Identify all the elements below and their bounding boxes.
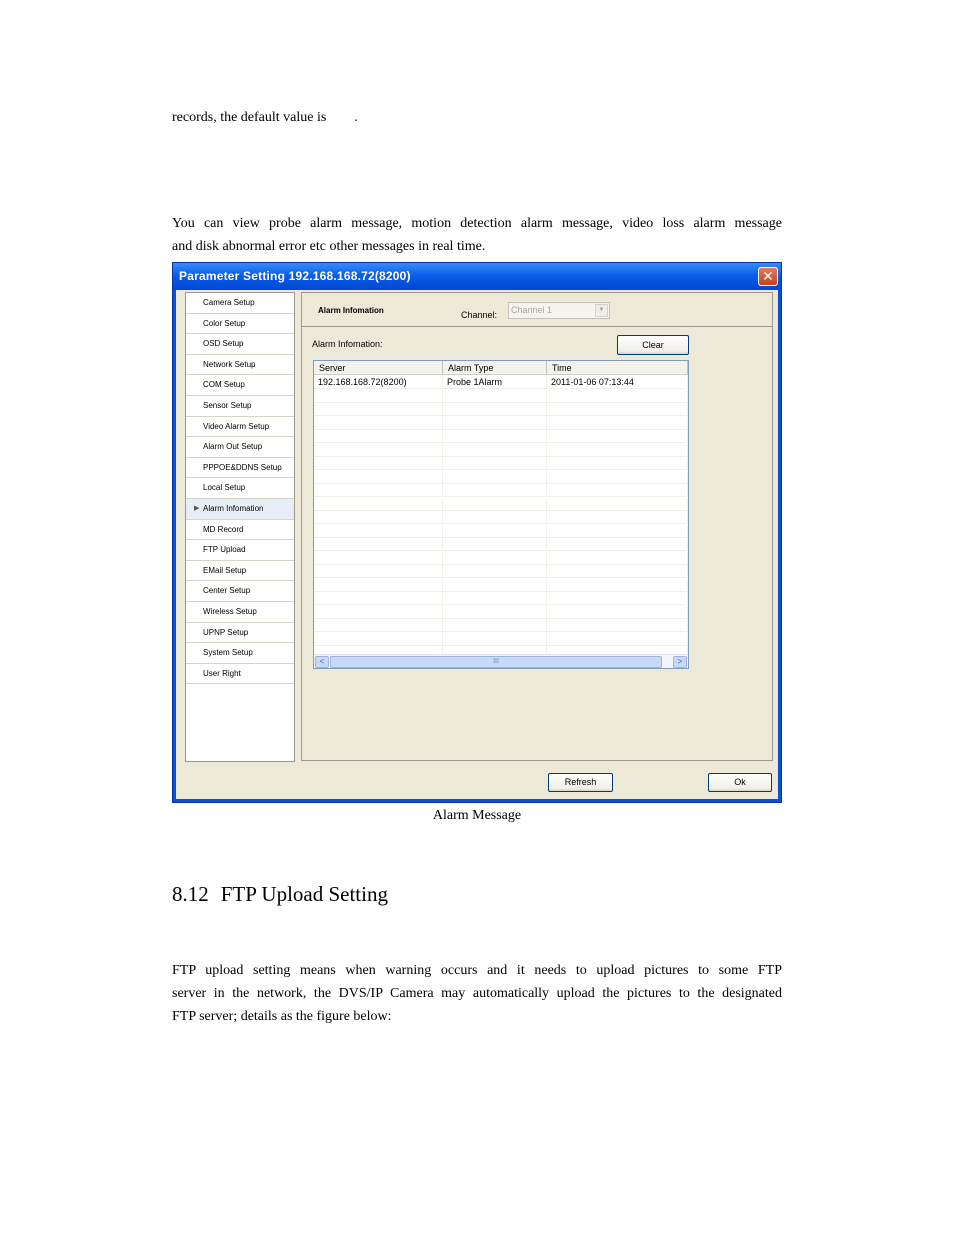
table-row[interactable] [314,484,688,497]
nav-item-label: MD Record [203,524,244,534]
ok-button[interactable]: Ok [708,773,772,792]
table-cell [443,592,547,605]
table-cell [314,565,443,578]
table-cell [314,430,443,443]
nav-item-label: PPPOE&DDNS Setup [203,462,282,472]
nav-item[interactable] [186,417,294,438]
table-row[interactable] [314,430,688,443]
table-cell [547,633,688,646]
table-row[interactable] [314,511,688,524]
table-cell [314,511,443,524]
table-row[interactable] [314,390,688,403]
nav-item-label: System Setup [203,648,253,658]
nav-item-label: Camera Setup [203,298,255,307]
parameter-setting-dialog [172,262,782,803]
table-cell [443,498,547,511]
alarm-list-header [314,361,688,375]
nav-item-label: Network Setup [203,359,256,369]
paragraph-line: server in the network, the DVS/IP Camera may automatically upload the pictures to the designated [172,986,782,1001]
table-cell [547,403,688,416]
table-row[interactable] [314,403,688,416]
table-row[interactable] [314,579,688,592]
nav-item-label: OSD Setup [203,339,244,349]
table-row[interactable] [314,525,688,538]
table-cell [443,619,547,632]
section-heading-text: FTP Upload Setting [220,882,388,906]
nav-item[interactable] [186,334,294,355]
scroll-right-icon[interactable]: > [673,656,687,668]
paragraph-line: FTP upload setting means when warning occurs and it needs to upload pictures to some FTP [172,963,782,978]
table-cell [443,552,547,565]
nav-item[interactable] [186,396,294,417]
paragraph-records [172,106,782,129]
nav-item-label: Alarm Infomation [203,503,264,513]
table-cell [547,444,688,457]
nav-item[interactable] [186,375,294,396]
table-cell [314,457,443,470]
section-heading [172,882,388,907]
alarm-list[interactable] [313,360,689,669]
channel-select[interactable] [508,302,610,319]
nav-item[interactable] [186,314,294,335]
table-row[interactable] [314,457,688,470]
table-cell [314,579,443,592]
table-row[interactable] [314,565,688,578]
table-cell [314,592,443,605]
horizontal-scrollbar[interactable] [314,654,688,668]
table-cell [547,619,688,632]
table-cell [314,538,443,551]
nav-item-label: FTP Upload [203,545,246,555]
table-row[interactable] [314,538,688,551]
table-cell [443,457,547,470]
nav-item[interactable] [186,581,294,602]
table-cell [314,390,443,403]
table-row[interactable] [314,376,688,389]
nav-item[interactable] [186,499,294,520]
table-cell [443,606,547,619]
scroll-left-icon[interactable]: < [315,656,329,668]
nav-item-label: Center Setup [203,586,251,596]
nav-item[interactable] [186,437,294,458]
column-header-time[interactable]: Time [547,361,688,375]
clear-button[interactable]: Clear [617,335,689,355]
nav-item[interactable] [186,293,294,314]
section-number: 8.12 [172,882,209,906]
table-cell [443,471,547,484]
close-icon[interactable]: ✕ [758,267,778,286]
nav-item-label: Wireless Setup [203,606,257,616]
table-row[interactable] [314,633,688,646]
table-cell [443,390,547,403]
nav-item[interactable] [186,540,294,561]
table-cell [547,565,688,578]
table-cell [314,484,443,497]
nav-item-label: Alarm Out Setup [203,442,263,452]
table-cell [547,484,688,497]
table-cell [547,552,688,565]
table-cell [443,538,547,551]
table-cell [443,511,547,524]
table-cell [443,403,547,416]
nav-item[interactable] [186,478,294,499]
table-cell [443,525,547,538]
nav-item[interactable] [186,520,294,541]
table-cell [443,565,547,578]
dialog-titlebar [173,263,781,290]
table-cell [547,538,688,551]
table-cell [547,457,688,470]
table-cell [547,511,688,524]
table-cell [547,471,688,484]
nav-item-label: Video Alarm Setup [203,421,270,431]
table-cell [547,430,688,443]
table-cell [547,579,688,592]
nav-item-label: User Right [203,668,241,678]
table-cell: Probe 1Alarm [443,376,547,389]
nav-item-label: COM Setup [203,380,245,390]
dialog-title: Parameter Setting 192.168.168.72(8200) [179,269,411,283]
nav-item-label: Sensor Setup [203,400,252,410]
table-cell [547,498,688,511]
table-cell: 192.168.168.72(8200) [314,376,443,389]
table-cell [314,525,443,538]
channel-label: Channel: [461,310,498,320]
settings-nav-list [185,292,295,762]
table-cell [314,471,443,484]
table-cell [547,525,688,538]
table-cell [547,417,688,430]
column-header-alarm-type[interactable]: Alarm Type [443,361,547,375]
table-row[interactable] [314,498,688,511]
table-cell [443,484,547,497]
table-row[interactable] [314,619,688,632]
nav-item[interactable] [186,643,294,664]
chevron-down-icon[interactable]: ▼ [595,304,608,317]
paragraph-line: You can view probe alarm message, motion detection alarm message, video loss alarm message [172,216,782,231]
table-cell [443,633,547,646]
table-cell [314,633,443,646]
table-cell [314,403,443,416]
table-row[interactable] [314,471,688,484]
section-title: Alarm Infomation [318,306,384,315]
nav-item-label: UPNP Setup [203,627,249,637]
nav-item[interactable] [186,561,294,582]
paragraph-view-messages [172,212,782,258]
nav-item[interactable] [186,602,294,623]
table-cell [443,417,547,430]
nav-item[interactable] [186,623,294,644]
table-cell [547,390,688,403]
paragraph-line: FTP server; details as the figure below: [172,1009,392,1024]
nav-item-label: EMail Setup [203,565,247,575]
table-cell [314,552,443,565]
table-cell [547,592,688,605]
table-cell [314,444,443,457]
table-cell: 2011-01-06 07:13:44 [547,376,688,389]
paragraph-line: and disk abnormal error etc other messages in real time. [172,239,486,254]
nav-item[interactable] [186,664,294,685]
table-row[interactable] [314,592,688,605]
table-row[interactable] [314,444,688,457]
table-cell [314,417,443,430]
scroll-thumb[interactable]: III [330,656,662,668]
selected-arrow-icon: ▶ [194,504,200,512]
table-row[interactable] [314,417,688,430]
table-cell [443,430,547,443]
dialog-client-area [176,290,778,799]
nav-item[interactable] [186,355,294,376]
refresh-button[interactable]: Refresh [548,773,613,792]
channel-select-value: Channel 1 [511,305,553,315]
table-cell [314,619,443,632]
alarm-information-panel [301,292,773,761]
table-row[interactable] [314,552,688,565]
table-cell [314,606,443,619]
nav-item-label: Color Setup [203,318,246,328]
paragraph-records-line: records, the default value is . [172,110,358,125]
table-cell [443,444,547,457]
panel-header [302,293,772,327]
table-cell [443,579,547,592]
column-header-server[interactable]: Server [314,361,443,375]
nav-item[interactable] [186,458,294,479]
nav-item-label: Local Setup [203,483,246,493]
alarm-info-label: Alarm Infomation: [312,339,383,349]
figure-caption: Alarm Message [432,808,522,823]
table-cell [547,606,688,619]
table-cell [314,498,443,511]
table-row[interactable] [314,606,688,619]
paragraph-ftp-upload [172,959,782,1028]
